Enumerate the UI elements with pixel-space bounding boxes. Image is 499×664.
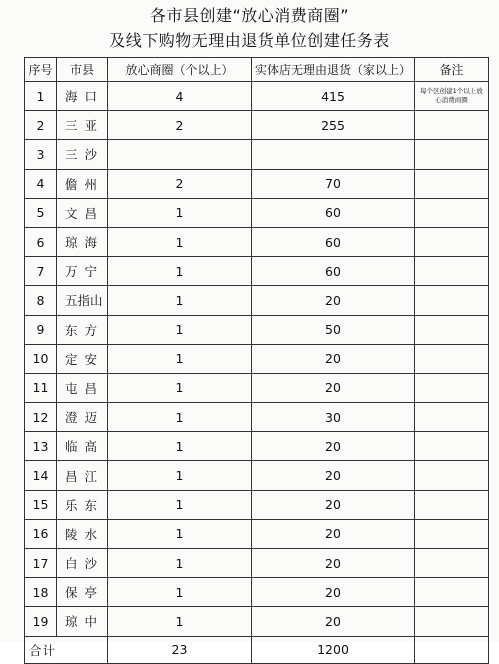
row-note xyxy=(415,549,489,578)
table-row xyxy=(25,111,489,140)
row-city: 昌江 xyxy=(57,461,108,490)
total-label: 合计 xyxy=(25,636,108,663)
row-note xyxy=(415,373,489,402)
row-index: 18 xyxy=(25,578,57,607)
table-body xyxy=(25,82,489,637)
table-row xyxy=(25,519,489,548)
row-store-count: 60 xyxy=(252,198,415,227)
row-store-count: 20 xyxy=(252,286,415,315)
table-row xyxy=(25,549,489,578)
row-note xyxy=(415,461,489,490)
row-mall-count: 2 xyxy=(108,169,252,198)
row-city: 定安 xyxy=(57,344,108,373)
header-city: 市县 xyxy=(57,58,108,82)
row-mall-count: 4 xyxy=(108,82,252,111)
row-note xyxy=(415,140,489,169)
row-index: 12 xyxy=(25,403,57,432)
row-city: 文昌 xyxy=(57,198,108,227)
row-index: 6 xyxy=(25,227,57,256)
table-row xyxy=(25,315,489,344)
table-row xyxy=(25,82,489,111)
row-store-count: 20 xyxy=(252,519,415,548)
row-store-count: 60 xyxy=(252,257,415,286)
row-index: 7 xyxy=(25,257,57,286)
row-store-count: 70 xyxy=(252,169,415,198)
header-store-count: 实体店无理由退货（家以上） xyxy=(252,58,415,82)
table-row xyxy=(25,257,489,286)
row-mall-count: 1 xyxy=(108,315,252,344)
row-city: 琼海 xyxy=(57,227,108,256)
total-row xyxy=(25,636,489,663)
row-index: 13 xyxy=(25,432,57,461)
row-store-count: 20 xyxy=(252,549,415,578)
table-row xyxy=(25,286,489,315)
document-title-line-2: 及线下购物无理由退货单位创建任务表 xyxy=(109,31,390,50)
row-mall-count: 1 xyxy=(108,490,252,519)
row-city: 陵水 xyxy=(57,519,108,548)
table-row xyxy=(25,432,489,461)
row-city: 琼中 xyxy=(57,607,108,636)
row-note xyxy=(415,198,489,227)
header-mall-count: 放心商圈（个以上） xyxy=(108,58,252,82)
row-store-count: 30 xyxy=(252,403,415,432)
task-table xyxy=(24,57,489,664)
row-note xyxy=(415,519,489,548)
row-index: 16 xyxy=(25,519,57,548)
table-row xyxy=(25,373,489,402)
row-store-count: 20 xyxy=(252,344,415,373)
row-index: 10 xyxy=(25,344,57,373)
row-index: 11 xyxy=(25,373,57,402)
row-note xyxy=(415,607,489,636)
row-mall-count: 1 xyxy=(108,432,252,461)
row-note xyxy=(415,578,489,607)
row-mall-count: 1 xyxy=(108,198,252,227)
row-note xyxy=(415,490,489,519)
row-city: 白沙 xyxy=(57,549,108,578)
row-mall-count: 1 xyxy=(108,519,252,548)
table-header-row xyxy=(25,58,489,82)
row-store-count: 20 xyxy=(252,432,415,461)
row-note xyxy=(415,286,489,315)
row-city: 乐东 xyxy=(57,490,108,519)
table-row xyxy=(25,403,489,432)
table-row xyxy=(25,607,489,636)
row-city: 三沙 xyxy=(57,140,108,169)
row-store-count xyxy=(252,140,415,169)
row-mall-count: 1 xyxy=(108,607,252,636)
row-index: 4 xyxy=(25,169,57,198)
row-index: 3 xyxy=(25,140,57,169)
row-note xyxy=(415,169,489,198)
row-index: 2 xyxy=(25,111,57,140)
row-store-count: 60 xyxy=(252,227,415,256)
row-index: 15 xyxy=(25,490,57,519)
row-city: 儋州 xyxy=(57,169,108,198)
row-city: 五指山 xyxy=(57,286,108,315)
header-note: 备注 xyxy=(415,58,489,82)
row-city: 三亚 xyxy=(57,111,108,140)
table-row xyxy=(25,461,489,490)
row-store-count: 20 xyxy=(252,373,415,402)
row-mall-count: 1 xyxy=(108,578,252,607)
row-mall-count: 1 xyxy=(108,549,252,578)
row-index: 1 xyxy=(25,82,57,111)
row-city: 万宁 xyxy=(57,257,108,286)
row-index: 14 xyxy=(25,461,57,490)
total-note xyxy=(415,636,489,663)
row-city: 澄迈 xyxy=(57,403,108,432)
row-index: 8 xyxy=(25,286,57,315)
row-city: 海口 xyxy=(57,82,108,111)
row-note xyxy=(415,344,489,373)
row-store-count: 415 xyxy=(252,82,415,111)
row-store-count: 20 xyxy=(252,490,415,519)
table-row xyxy=(25,169,489,198)
total-store-count: 1200 xyxy=(252,636,415,663)
row-note: 每个区创建1个以上放心消费商圈 xyxy=(415,82,489,111)
row-mall-count: 1 xyxy=(108,344,252,373)
row-store-count: 20 xyxy=(252,461,415,490)
total-mall-count: 23 xyxy=(108,636,252,663)
table-row xyxy=(25,490,489,519)
row-mall-count: 1 xyxy=(108,227,252,256)
row-mall-count: 2 xyxy=(108,111,252,140)
row-index: 5 xyxy=(25,198,57,227)
document-title-line-1: 各市县创建“放心消费商圈” xyxy=(149,6,350,25)
table-row xyxy=(25,344,489,373)
header-index: 序号 xyxy=(25,58,57,82)
row-index: 19 xyxy=(25,607,57,636)
row-mall-count: 1 xyxy=(108,257,252,286)
row-city: 临高 xyxy=(57,432,108,461)
row-store-count: 20 xyxy=(252,578,415,607)
row-mall-count: 1 xyxy=(108,373,252,402)
row-store-count: 20 xyxy=(252,607,415,636)
row-index: 17 xyxy=(25,549,57,578)
table-row xyxy=(25,198,489,227)
row-note xyxy=(415,315,489,344)
table-row xyxy=(25,140,489,169)
row-note xyxy=(415,257,489,286)
table-row xyxy=(25,578,489,607)
row-mall-count xyxy=(108,140,252,169)
row-index: 9 xyxy=(25,315,57,344)
table-row xyxy=(25,227,489,256)
row-mall-count: 1 xyxy=(108,286,252,315)
row-note xyxy=(415,403,489,432)
row-store-count: 50 xyxy=(252,315,415,344)
row-mall-count: 1 xyxy=(108,461,252,490)
row-note xyxy=(415,227,489,256)
row-store-count: 255 xyxy=(252,111,415,140)
row-note xyxy=(415,111,489,140)
row-note xyxy=(415,432,489,461)
row-mall-count: 1 xyxy=(108,403,252,432)
row-city: 东方 xyxy=(57,315,108,344)
row-city: 保亭 xyxy=(57,578,108,607)
row-city: 屯昌 xyxy=(57,373,108,402)
